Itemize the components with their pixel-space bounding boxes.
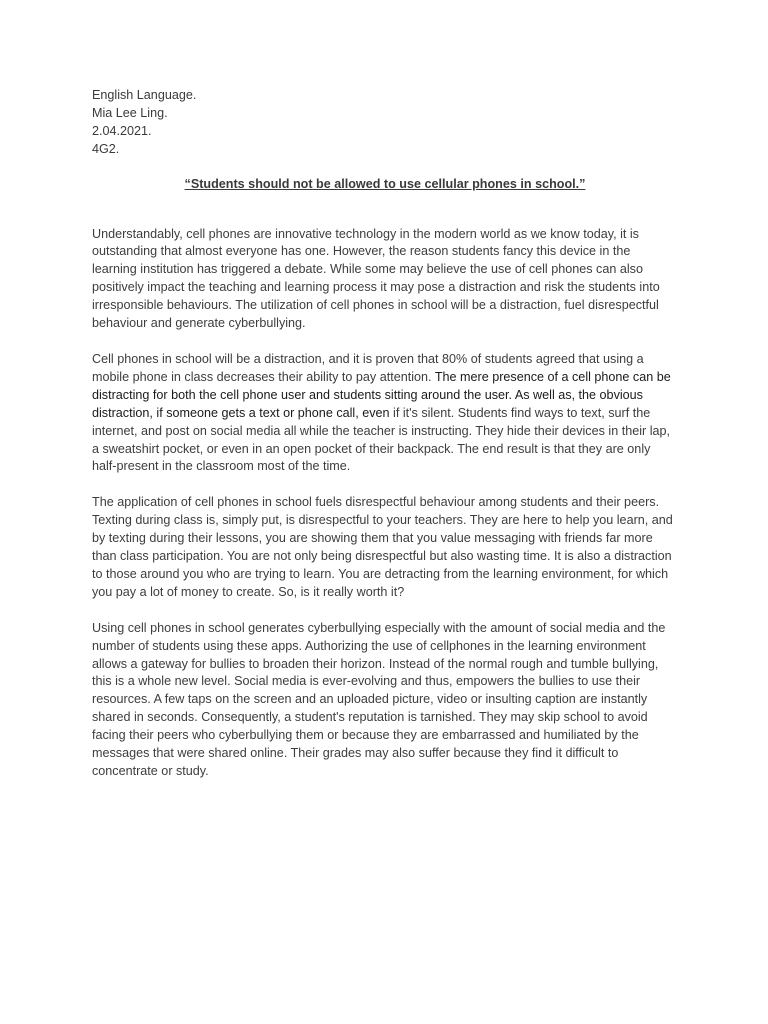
paragraph-distraction-part-1: Cell phones in school will be a distraction, and it is proven that 80% of students agreed that using a mobile phone in class decreases their ability to pay attention. bbox=[92, 351, 644, 384]
author-name: Mia Lee Ling. bbox=[92, 105, 168, 120]
class-code: 4G2. bbox=[92, 141, 120, 156]
paragraph-distraction bbox=[92, 351, 678, 476]
paragraph-distraction-part-3: if it's silent. Students find ways to text, surf the internet, and post on social media all while the teacher is instructing. They hide their devices in their lap, a sweatshirt pocket, or even in an open pocket of their backpack. The end result is that they are only half-present in the classroom most of the time. bbox=[92, 405, 670, 474]
paragraph-disrespect: The application of cell phones in school fuels disrespectful behaviour among students and their peers. Texting during class is, simply put, is disrespectful to your teachers. They are here to help you learn, and by texting during their lessons, you are showing them that you value messaging with friends far more than class participation. You are not only being disrespectful but also wasting time. It is also a distraction to those around you who are trying to learn. You are detracting from the learning environment, for which you pay a lot of money to create. So, is it really worth it? bbox=[92, 495, 673, 599]
document-page bbox=[92, 87, 678, 799]
paragraph-cyberbullying: Using cell phones in school generates cyberbullying especially with the amount of social media and the number of students using these apps. Authorizing the use of cellphones in the learning environment allows a gateway for bullies to broaden their horizon. Instead of the normal rough and tumble bullying, this is a whole new level. Social media is ever-evolving and thus, empowers the bullies to use their resources. A few taps on the screen and an uploaded picture, video or insulting caption are instantly shared in seconds. Consequently, a student's reputation is tarnished. They may skip school to avoid facing their peers who cyberbullying them or because they are embarrassed and humiliated by the messages that were shared online. Their grades may also suffer because they find it difficult to concentrate or study. bbox=[92, 620, 666, 778]
paragraph-distraction-part-2: The mere presence of a cell phone can be distracting for both the cell phone user and students sitting around the user. As well as, the obvious distraction, if someone gets a text or phone call, even bbox=[92, 369, 671, 420]
document-date: 2.04.2021. bbox=[92, 123, 152, 138]
subject-line: English Language. bbox=[92, 88, 197, 102]
paragraph-introduction: Understandably, cell phones are innovative technology in the modern world as we know today, it is outstanding that almost everyone has one. However, the reason students fancy this device in the learning institution has triggered a debate. While some may believe the use of cell phones can also positively impact the teaching and learning process it may pose a distraction and risk the students into irresponsible behaviours. The utilization of cell phones in school will be a distraction, fuel disrespectful behaviour and generate cyberbullying. bbox=[92, 226, 660, 331]
essay-title: “Students should not be allowed to use cellular phones in school.” bbox=[184, 176, 586, 191]
